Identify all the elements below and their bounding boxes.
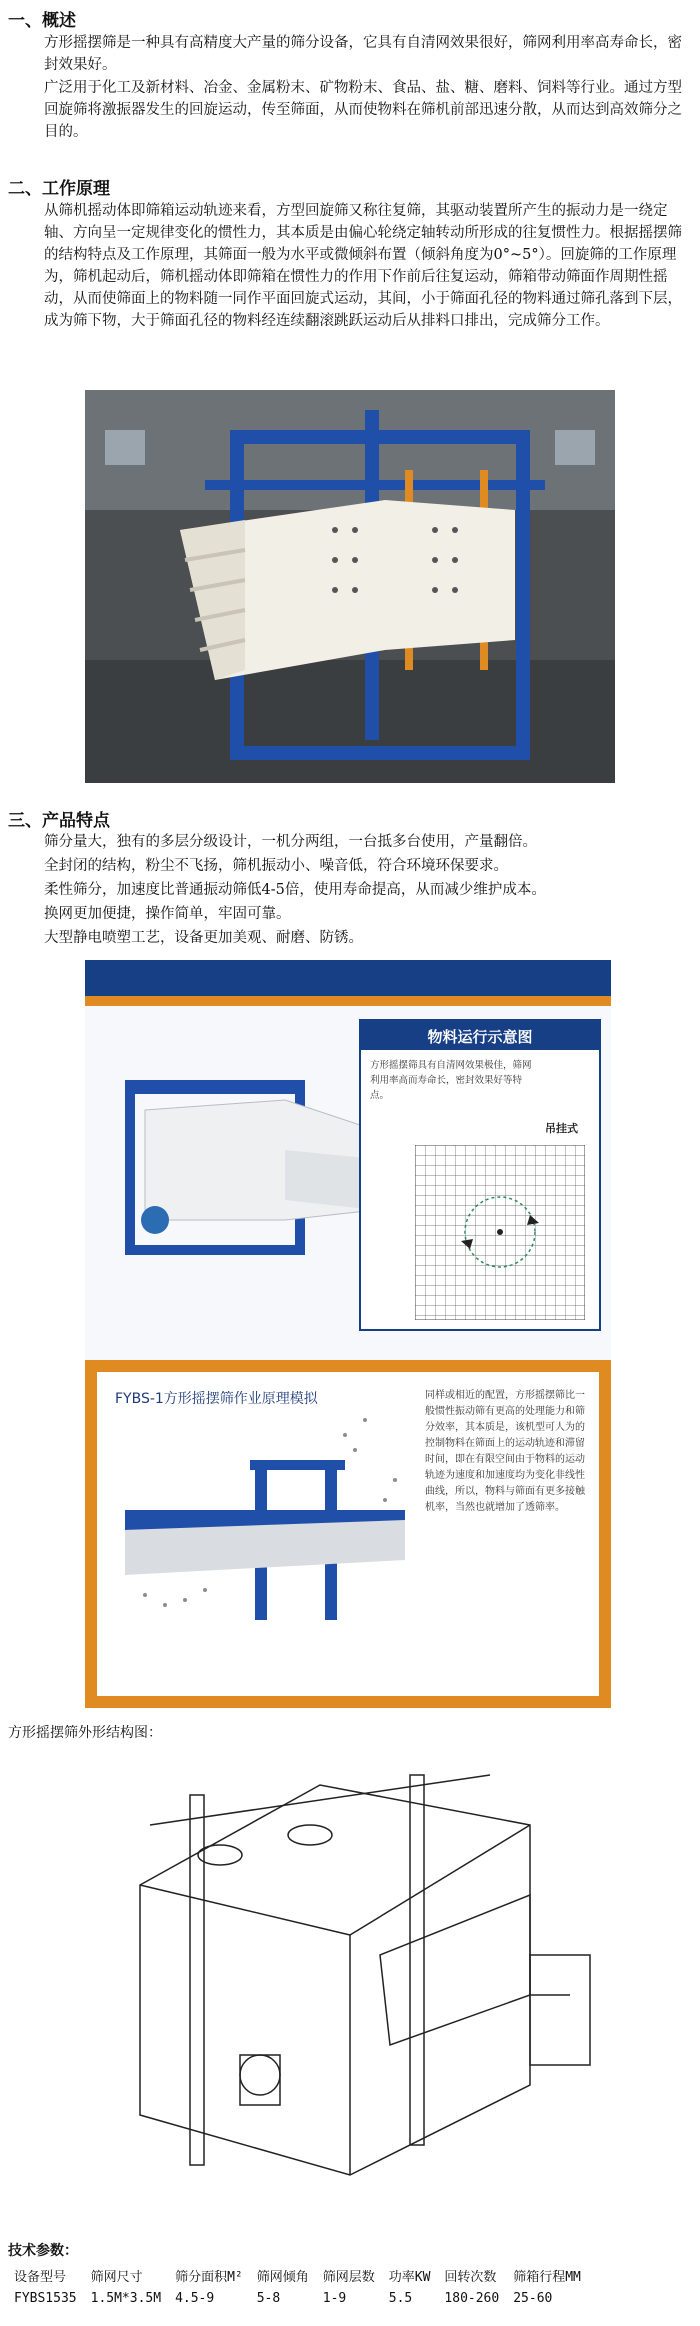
spec-header-cell: 筛网层数	[322, 2270, 375, 2285]
grid-label: 吊挂式	[545, 1122, 578, 1135]
spec-header-cell: 设备型号	[14, 2270, 67, 2285]
spec-data-row	[8, 2288, 589, 2309]
features-list	[44, 830, 684, 950]
panel-diagram-desc: 方形摇摆筛具有自清网效果极佳，筛网利用率高而寿命长，密封效果好等特点。	[370, 1060, 532, 1101]
simulation-desc: 同样或相近的配置，方形摇摆筛比一般惯性振动筛有更高的处理能力和筛分效率，其本质是，该机型可人为的控制物料在筛面上的运动轨迹和滞留时间，即在有限空间由于物料的运动轨迹为速度和加速度均为变化非线性曲线，所以，物料与筛面有更多接触机率，当然也就增加了透筛率。	[425, 1390, 585, 1513]
spec-cell: 25-60	[513, 2291, 553, 2306]
spec-cell: 1-9	[322, 2291, 347, 2306]
overview-paragraph-2: 广泛用于化工及新材料、冶金、金属粉末、矿物粉末、食品、盐、糖、磨料、饲料等行业。通过方型回旋筛将激振器发生的回旋运动，传至筛面，从而使物料在筛机前部迅速分散，从而达到高效筛分之目的。	[44, 80, 682, 140]
spec-header-cell: 筛分面积M²	[175, 2270, 243, 2285]
spec-header-cell: 功率KW	[388, 2270, 431, 2285]
spec-cell: 4.5-9	[175, 2291, 215, 2306]
section-heading-overview: 一、概述	[8, 11, 76, 31]
spec-label: 技术参数：	[8, 2243, 78, 2259]
spec-header-row	[8, 2263, 589, 2288]
spec-header-cell: 回转次数	[444, 2270, 497, 2285]
structure-label: 方形摇摆筛外形结构图：	[8, 1725, 162, 1741]
feature-item: 大型静电喷塑工艺，设备更加美观、耐磨、防锈。	[44, 930, 363, 946]
section-heading-features: 三、产品特点	[8, 811, 110, 831]
principle-paragraph: 从筛机摇动体即筛箱运动轨迹来看，方型回旋筛又称往复筛，其驱动装置所产生的振动力是一绕定轴、方向呈一定规律变化的惯性力，其本质是由偏心轮绕定轴转动所形成的往复惯性力。根据摇摆筛的结构特点及工作原理，其筛面一般为水平或微倾斜布置（倾斜角度为0°~5°）。回旋筛的工作原理为，筛机起动后，筛机摇动体即筛箱在惯性力的作用下作前后往复运动，筛箱带动筛面作周期性摇动，从而使筛面上的物料随一同作平面回旋式运动，其间，小于筛面孔径的物料通过筛孔落到下层，成为筛下物，大于筛面孔径的物料经连续翻滚跳跃运动后从排料口排出，完成筛分工作。	[44, 203, 682, 329]
spec-cell: 5.5	[388, 2291, 413, 2306]
feature-item: 全封闭的结构，粉尘不飞扬，筛机振动小、噪音低，符合环境环保要求。	[44, 858, 508, 874]
feature-item: 换网更加便捷，操作简单，牢固可靠。	[44, 906, 291, 922]
feature-item: 筛分量大，独有的多层分级设计，一机分两组，一台抵多台使用，产量翻倍。	[44, 834, 537, 850]
feature-item: 柔性筛分，加速度比普通振动筛低4-5倍，使用寿命提高，从而减少维护成本。	[44, 882, 546, 898]
spec-header-cell: 筛网尺寸	[90, 2270, 143, 2285]
spec-cell: 1.5M*3.5M	[90, 2291, 162, 2306]
overview-paragraph-1: 方形摇摆筛是一种具有高精度大产量的筛分设备，它具有自清网效果很好，筛网利用率高寿命长，密封效果好。	[44, 35, 682, 73]
spec-header-cell: 筛箱行程MM	[513, 2270, 581, 2285]
spec-cell: 5-8	[256, 2291, 281, 2306]
structure-line-drawing	[90, 1755, 610, 2195]
brochure-panels	[85, 960, 611, 1708]
machine-photo	[85, 390, 615, 783]
spec-cell: 180-260	[444, 2291, 500, 2306]
panel-diagram-title: 物料运行示意图	[427, 1028, 533, 1046]
spec-header-cell: 筛网倾角	[256, 2270, 309, 2285]
section-heading-principle: 二、工作原理	[8, 179, 110, 199]
spec-table	[8, 2263, 589, 2309]
spec-cell: FYBS1535	[14, 2291, 77, 2306]
simulation-title: FYBS-1方形摇摆筛作业原理模拟	[115, 1391, 318, 1407]
motion-grid-diagram	[415, 1145, 585, 1320]
